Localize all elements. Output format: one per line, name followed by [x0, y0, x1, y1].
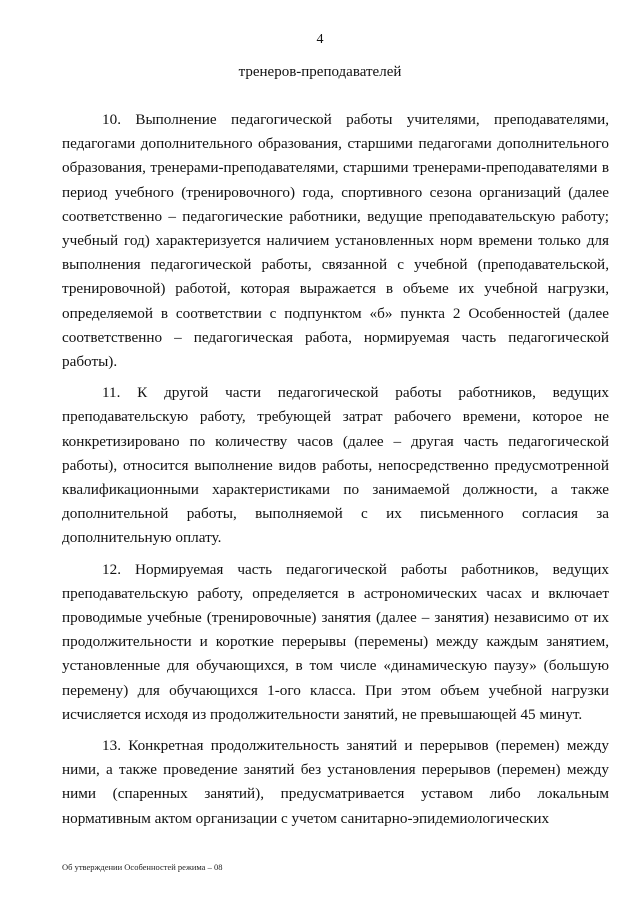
paragraph-10: 10. Выполнение педагогической работы учителями, преподавателями, педагогами дополнительного образования, старшими педагогами дополнительного образования, тренерами-преподавателями, старшими тренерами-преподавателями в период учебного (тренировочного) года, спортивного сезона организаций (далее соответственно – педагогические работники, ведущие преподавательскую работу; учебный год) характеризуется наличием установленных норм времени только для выполнения педагогической работы, связанной с учебной (преподавательской, тренировочной) работой, которая выражается в объеме их учебной нагрузки, определяемой в соответствии с подпунктом «б» пункта 2 Особенностей (далее соответственно – педагогическая работа, нормируемая часть педагогической работы). — [62, 111, 609, 371]
paragraph-12: 12. Нормируемая часть педагогической работы работников, ведущих преподавательскую работу, определяется в астрономических часах и включает проводимые учебные (тренировочные) занятия (далее – занятия) независимо от их продолжительности и короткие перерывы (перемены) между каждым занятием, установленные для обучающихся, в том числе «динамическую паузу» (большую перемену) для обучающихся 1-ого класса. При этом объем учебной нагрузки исчисляется исходя из продолжительности занятий, не превышающей 45 минут. — [62, 560, 609, 723]
continuation-line: тренеров-преподавателей — [238, 64, 402, 80]
page-footer: Об утверждении Особенностей режима – 08 — [62, 862, 223, 872]
paragraph-13: 13. Конкретная продолжительность занятий и перерывов (перемен) между ними, а также проведение занятий без установления перерывов (перемен) между ними (спаренных занятий), предусматривается уставом либо локальным нормативным актом организации с учетом санитарно-эпидемиологических — [62, 737, 609, 827]
page-number: 4 — [316, 32, 324, 47]
paragraph-11: 11. К другой части педагогической работы работников, ведущих преподавательскую работу, требующей затрат рабочего времени, которое не конкретизировано по количеству часов (далее – другая часть педагогической работы), относится выполнение видов работы, непосредственно предусмотренной квалификационными характеристиками по занимаемой должности, а также дополнительной работы, выполняемой с их письменного согласия за дополнительную оплату. — [62, 384, 609, 547]
document-body — [62, 108, 609, 838]
